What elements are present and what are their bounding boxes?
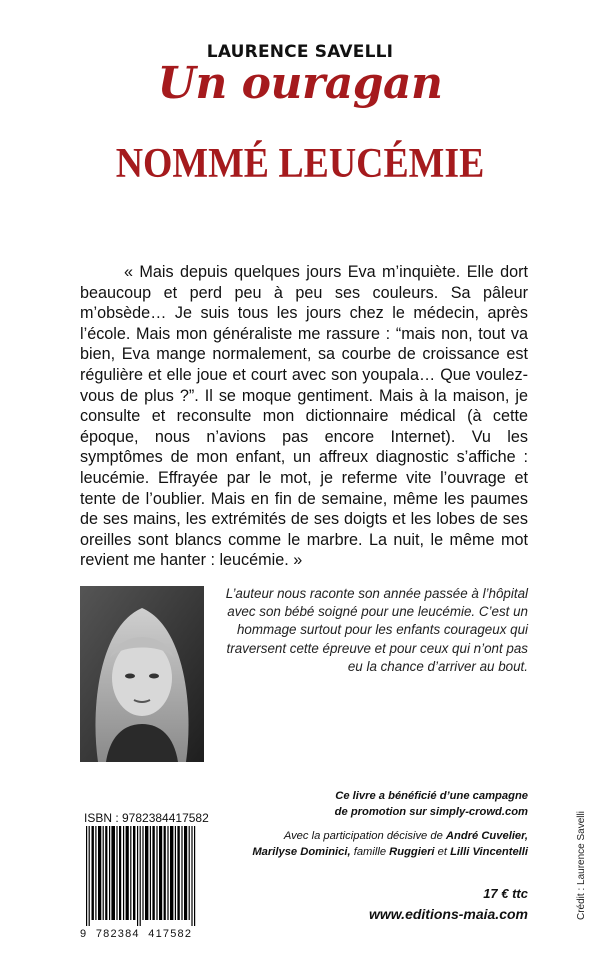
participation-name-4: Lilli Vincentelli: [450, 845, 528, 858]
barcode-digits: 9 782384 417582: [80, 928, 193, 940]
participation-name-2: Marilyse Dominici,: [252, 845, 351, 858]
campaign-note: [228, 789, 528, 820]
participation-mid: famille: [350, 845, 390, 858]
participation-prefix: Avec la participation décisive de: [283, 830, 446, 842]
title-line-1: Un ouragan: [157, 58, 443, 109]
author-portrait-image: [80, 586, 204, 762]
participation-and: et: [434, 845, 451, 858]
back-cover-blurb: L’auteur nous raconte son année passée à l’hôpital avec son bébé soigné pour une leucémie. C’est un hommage surtout pour les enfants courageux qui traversent cette épreuve et pour ceux qui n’ont pas eu la chance d’arriver au bout.: [225, 586, 528, 674]
title-line-2: NOMMÉ LEUCÉMIE: [115, 141, 485, 187]
isbn-number: ISBN : 9782384417582: [84, 811, 209, 825]
barcode-image: [80, 826, 204, 926]
author-name: LAURENCE SAVELLI: [206, 42, 394, 62]
campaign-line-2: de promotion sur simply-crowd.com: [334, 805, 528, 818]
participation-name-3: Ruggieri: [389, 845, 435, 858]
campaign-line-1: Ce livre a bénéficié d’une campagne: [335, 790, 528, 802]
photo-credit: Crédit : Laurence Savelli: [576, 811, 587, 920]
price-label: 17 € ttc: [483, 886, 528, 901]
participation-name-1: André Cuvelier,: [445, 830, 528, 842]
publisher-website: www.editions-maia.com: [369, 906, 528, 922]
excerpt-quote: « Mais depuis quelques jours Eva m’inquiète. Elle dort beaucoup et perd peu à peu ses couleurs. Sa pâleur m’obsède… Je suis tous les jours chez le médecin, après l’école. Mais mon généraliste me rassure : “mais non, tout va bien, Eva mange normalement, sa courbe de croissance est régulière et elle joue et court avec son youpala… Que voulez-vous de plus ?”. Il se moque gentiment. Mais à la maison, je consulte et reconsulte mon dictionnaire médical (à cette époque, nous n’avions pas encore Internet). Vu les symptômes de mon enfant, un affreux diagnostic s’affiche : leucémie. Effrayée par le mot, je referme vite l’ouvrage et tente de l’oublier. Mais en fin de semaine, même les paumes de ses mains, les extrémités de ses doigts et les lobes de ses oreilles sont blancs comme le marbre. La nuit, le même mot revient me hanter : leucémie. »: [80, 263, 528, 570]
participation-note: [208, 829, 528, 860]
author-photo: [80, 586, 204, 762]
